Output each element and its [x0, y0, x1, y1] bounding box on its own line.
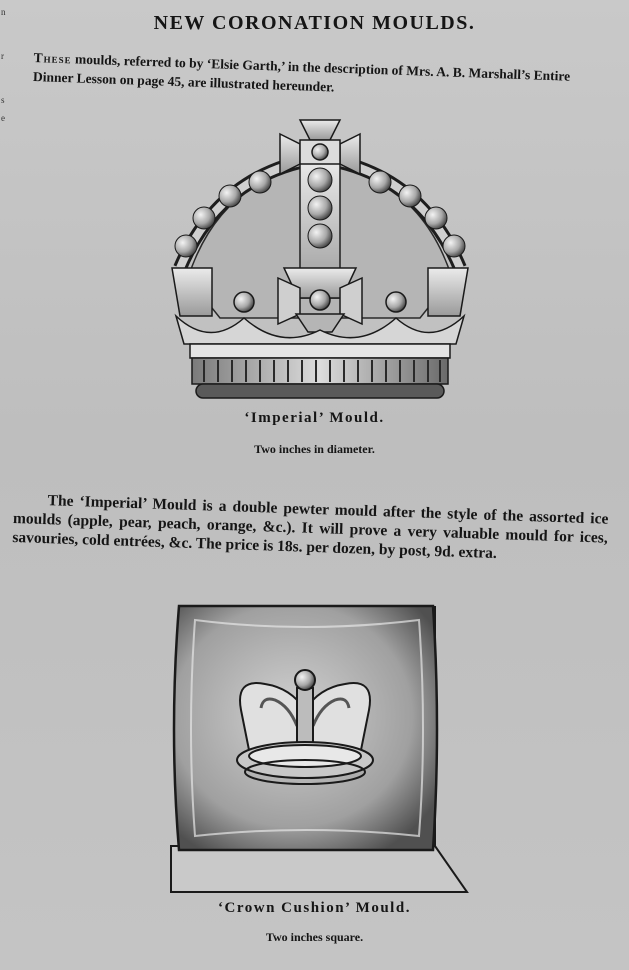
margin-letter: r — [1, 51, 4, 61]
crown-cushion-mould-dimension: Two inches square. — [265, 930, 364, 944]
imperial-mould-dimension: Two inches in diameter. — [254, 442, 375, 456]
crown-cushion-mould-illustration — [165, 600, 470, 900]
imperial-mould-description: The ‘Imperial’ Mould is a double pewter mould after the style of the assorted ice moulds (apple, pear, peach, orange, &c.). It will prove a very valuable mould for ices, savouries, cold entrées, &c. The price is 18s. per dozen, by post, 9d. extra. — [12, 492, 609, 563]
page-title: NEW CORONATION MOULDS. — [153, 12, 476, 34]
crown-cushion-mould-caption: ‘Crown Cushion’ Mould. — [218, 900, 411, 916]
imperial-mould-illustration — [160, 118, 480, 408]
margin-letter: n — [1, 7, 6, 17]
margin-letter: e — [1, 113, 5, 123]
intro-text: moulds, referred to by ‘Elsie Garth,’ in the description of Mrs. A. B. Marshall’s Entire Dinner Lesson on page 45, are illustrated hereunder. — [32, 51, 571, 95]
intro-lead-word: These — [33, 49, 72, 67]
intro-paragraph — [33, 48, 609, 106]
margin-letter: s — [1, 95, 5, 105]
imperial-mould-caption: ‘Imperial’ Mould. — [244, 410, 385, 426]
